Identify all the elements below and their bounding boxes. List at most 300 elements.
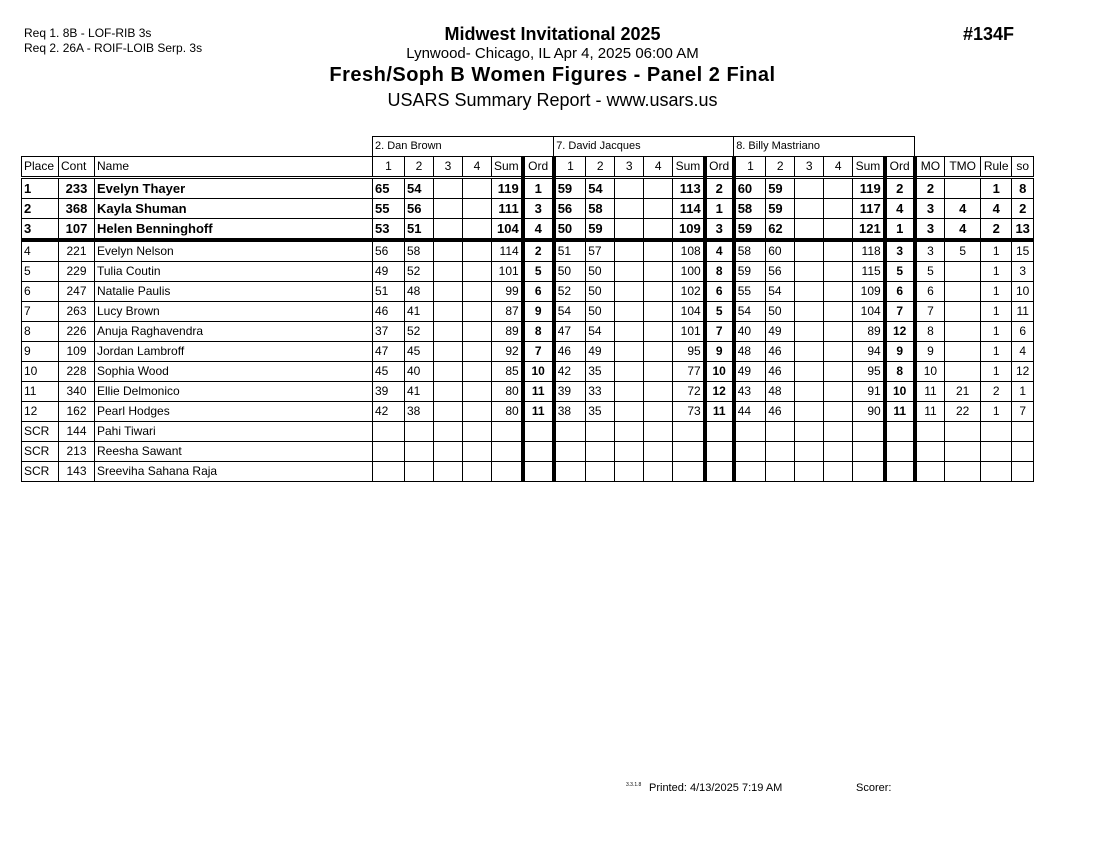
judge-3-score-3 [795,178,824,199]
judge-2-score-3 [615,382,644,402]
contestant-number-cell: 226 [59,322,95,342]
judge-1-score-2: 52 [405,322,434,342]
col-header-ord: Ord [705,157,734,178]
rule-cell: 1 [981,402,1012,422]
judge-3-score-2: 59 [766,178,795,199]
judge-1-score-3 [434,322,463,342]
mo-cell: 10 [915,362,945,382]
judge-2-score-3 [615,262,644,282]
judge-1-score-3 [434,442,463,462]
col-header-sum: Sum [853,157,885,178]
judge-1-score-2: 48 [405,282,434,302]
judge-3-score-4 [824,362,853,382]
judge-3-score-2: 50 [766,302,795,322]
table-row [22,422,1034,442]
judge-1-score-3 [434,240,463,262]
judge-3-score-1: 44 [734,402,766,422]
judge-2-sum: 100 [673,262,705,282]
col-header-mo: MO [915,157,945,178]
judge-2-score-1: 50 [554,219,586,241]
contestant-number-cell: 221 [59,240,95,262]
table-row [22,178,1034,199]
judge-1-score-3 [434,199,463,219]
col-header-place: Place [22,157,59,178]
skater-name-cell: Evelyn Nelson [95,240,373,262]
judge-1-score-4 [463,322,492,342]
col-header-score-4: 4 [824,157,853,178]
judge-1-ordinal [523,442,554,462]
judge-1-score-2 [405,442,434,462]
mo-cell [915,422,945,442]
judge-3-score-1: 58 [734,240,766,262]
event-title: Fresh/Soph B Women Figures - Panel 2 Final [329,64,776,86]
judge-3-score-3 [795,240,824,262]
rule-cell: 1 [981,362,1012,382]
judge-2-score-1: 47 [554,322,586,342]
contestant-number-cell: 213 [59,442,95,462]
judge-2-ordinal: 6 [705,282,734,302]
contestant-number-cell: 162 [59,402,95,422]
table-row [22,322,1034,342]
judge-3-score-2 [766,442,795,462]
event-number: #134F [963,24,1015,44]
so-cell: 7 [1012,402,1034,422]
judge-3-score-4 [824,342,853,362]
judge-1-score-4 [463,199,492,219]
judge-2-score-4 [644,342,673,362]
place-cell: 3 [22,219,59,241]
judge-3-ordinal: 12 [885,322,915,342]
judge-2-score-3 [615,282,644,302]
judge-2-score-3 [615,178,644,199]
so-cell: 2 [1012,199,1034,219]
judge-1-score-4 [463,342,492,362]
judge-1-sum: 92 [492,342,523,362]
judge-3-score-3 [795,462,824,482]
judge-3-ordinal: 7 [885,302,915,322]
judge-1-sum [492,442,523,462]
judge-1-ordinal: 6 [523,282,554,302]
judge-1-sum: 80 [492,402,523,422]
judge-1-ordinal: 3 [523,199,554,219]
tmo-cell [945,422,981,442]
judge-3-sum: 119 [853,178,885,199]
mo-cell: 3 [915,199,945,219]
judge-1-sum [492,422,523,442]
judge-2-score-3 [615,199,644,219]
judge-2-score-2 [586,422,615,442]
place-cell: SCR [22,462,59,482]
judge-1-ordinal: 7 [523,342,554,362]
tmo-cell [945,322,981,342]
judge-2-score-2: 59 [586,219,615,241]
rule-cell [981,442,1012,462]
judge-1-ordinal: 8 [523,322,554,342]
location-date: Lynwood- Chicago, IL Apr 4, 2025 06:00 AM [406,45,699,62]
judge-1-score-1: 49 [373,262,405,282]
printed-timestamp: Printed: 4/13/2025 7:19 AM [649,782,783,794]
judge-2-score-3 [615,342,644,362]
judge-header-row [22,137,1034,157]
col-header-score-2: 2 [405,157,434,178]
judge-1-score-2: 51 [405,219,434,241]
judge-3-score-4 [824,462,853,482]
judge-1-sum [492,462,523,482]
judge-2-score-1: 46 [554,342,586,362]
table-row [22,462,1034,482]
skater-name-cell: Reesha Sawant [95,442,373,462]
skater-name-cell: Pearl Hodges [95,402,373,422]
judge-3-sum: 115 [853,262,885,282]
judge-3-score-1: 54 [734,302,766,322]
mo-cell: 3 [915,240,945,262]
judge-2-score-1: 54 [554,302,586,322]
judge-3-score-1 [734,462,766,482]
scorer-label: Scorer: [856,782,892,794]
results-table [21,136,1034,482]
mo-cell [915,462,945,482]
judge-3-score-1: 58 [734,199,766,219]
judge-1-sum: 99 [492,282,523,302]
judge-2-score-2: 54 [586,178,615,199]
tmo-cell: 22 [945,402,981,422]
col-header-score-3: 3 [434,157,463,178]
judge-1-score-1: 51 [373,282,405,302]
col-header-score-1: 1 [554,157,586,178]
skater-name-cell: Sophia Wood [95,362,373,382]
judge-3-score-4 [824,382,853,402]
judge-1-score-1: 42 [373,402,405,422]
judge-3-ordinal: 2 [885,178,915,199]
judge-3-sum: 104 [853,302,885,322]
rule-cell: 1 [981,262,1012,282]
mo-cell: 9 [915,342,945,362]
judge-3-ordinal: 6 [885,282,915,302]
judge-2-score-4 [644,382,673,402]
judge-2-score-3 [615,322,644,342]
judge-2-score-2: 57 [586,240,615,262]
col-header-ord: Ord [885,157,915,178]
judge-1-ordinal: 11 [523,382,554,402]
judge-3-score-1: 43 [734,382,766,402]
judge-1-name: 2. Dan Brown [373,137,554,157]
judge-1-score-3 [434,282,463,302]
tmo-cell [945,178,981,199]
judge-2-score-2: 35 [586,402,615,422]
judge-2-score-2 [586,462,615,482]
so-cell: 11 [1012,302,1034,322]
judge-3-ordinal: 9 [885,342,915,362]
skater-name-cell: Jordan Lambroff [95,342,373,362]
judge-2-sum: 113 [673,178,705,199]
skater-name-cell: Pahi Tiwari [95,422,373,442]
judge-1-ordinal: 4 [523,219,554,241]
judge-1-sum: 111 [492,199,523,219]
judge-3-score-4 [824,402,853,422]
judge-3-sum: 89 [853,322,885,342]
judge-3-ordinal [885,442,915,462]
place-cell: SCR [22,442,59,462]
judge-2-score-3 [615,240,644,262]
judge-1-score-1: 47 [373,342,405,362]
judge-3-score-4 [824,219,853,241]
judge-3-score-4 [824,442,853,462]
judge-1-score-3 [434,422,463,442]
mo-cell [915,442,945,462]
table-row [22,382,1034,402]
judge-1-score-4 [463,362,492,382]
judge-2-score-3 [615,362,644,382]
so-cell [1012,422,1034,442]
judge-1-score-4 [463,462,492,482]
judge-1-score-4 [463,442,492,462]
judge-2-sum: 73 [673,402,705,422]
judge-3-ordinal [885,422,915,442]
judge-3-ordinal: 5 [885,262,915,282]
requirement-2: Req 2. 26A - ROIF-LOIB Serp. 3s [24,41,203,55]
rule-cell: 2 [981,382,1012,402]
place-cell: 7 [22,302,59,322]
so-cell: 1 [1012,382,1034,402]
tmo-cell: 4 [945,219,981,241]
judge-2-sum: 101 [673,322,705,342]
judge-3-score-2: 54 [766,282,795,302]
rule-cell [981,462,1012,482]
judge-2-score-2: 54 [586,322,615,342]
judge-1-score-4 [463,262,492,282]
col-header-so: so [1012,157,1034,178]
place-cell: 8 [22,322,59,342]
tmo-cell: 4 [945,199,981,219]
judge-2-score-1: 38 [554,402,586,422]
judge-1-score-1 [373,462,405,482]
judge-1-ordinal [523,422,554,442]
judge-1-score-4 [463,382,492,402]
judge-1-score-3 [434,402,463,422]
judge-3-ordinal: 11 [885,402,915,422]
judge-2-ordinal [705,422,734,442]
so-cell: 6 [1012,322,1034,342]
judge-2-sum: 108 [673,240,705,262]
judge-1-ordinal: 9 [523,302,554,322]
place-cell: 1 [22,178,59,199]
col-header-sum: Sum [492,157,523,178]
so-cell: 12 [1012,362,1034,382]
judge-3-score-3 [795,199,824,219]
judge-1-score-3 [434,462,463,482]
judge-1-score-4 [463,219,492,241]
judge-2-score-1: 52 [554,282,586,302]
skater-name-cell: Ellie Delmonico [95,382,373,402]
column-header-row [22,157,1034,178]
skater-name-cell: Natalie Paulis [95,282,373,302]
col-header-sum: Sum [673,157,705,178]
judge-3-ordinal: 10 [885,382,915,402]
judge-3-score-3 [795,302,824,322]
judge-3-score-2: 60 [766,240,795,262]
judge-3-sum [853,462,885,482]
contestant-number-cell: 263 [59,302,95,322]
col-header-score-4: 4 [463,157,492,178]
judge-3-score-3 [795,362,824,382]
judge-1-score-3 [434,342,463,362]
contestant-number-cell: 109 [59,342,95,362]
judge-3-score-3 [795,442,824,462]
contestant-number-cell: 340 [59,382,95,402]
judge-1-score-4 [463,402,492,422]
judge-1-score-1 [373,422,405,442]
judge-3-ordinal: 3 [885,240,915,262]
judge-2-score-4 [644,262,673,282]
rule-cell: 2 [981,219,1012,241]
judge-2-score-2: 33 [586,382,615,402]
judge-2-score-4 [644,282,673,302]
judge-2-score-1: 51 [554,240,586,262]
competition-title: Midwest Invitational 2025 [444,24,661,44]
judge-1-sum: 85 [492,362,523,382]
col-header-score-4: 4 [644,157,673,178]
judge-2-score-4 [644,442,673,462]
judge-1-score-3 [434,219,463,241]
judge-1-score-1: 46 [373,302,405,322]
judge-1-score-1: 39 [373,382,405,402]
rule-cell: 1 [981,282,1012,302]
judge-2-sum [673,442,705,462]
judge-1-score-2: 38 [405,402,434,422]
tmo-cell [945,342,981,362]
skater-name-cell: Kayla Shuman [95,199,373,219]
judge-2-score-3 [615,302,644,322]
judge-2-score-4 [644,219,673,241]
judge-1-ordinal [523,462,554,482]
judge-1-sum: 119 [492,178,523,199]
contestant-number-cell: 144 [59,422,95,442]
judge-3-score-1 [734,422,766,442]
judge-3-score-4 [824,422,853,442]
judge-3-score-3 [795,219,824,241]
judge-2-score-2: 50 [586,262,615,282]
judge-1-score-2: 40 [405,362,434,382]
judge-3-score-2: 46 [766,402,795,422]
judge-2-score-3 [615,462,644,482]
judge-2-sum: 102 [673,282,705,302]
judge-3-score-4 [824,199,853,219]
judge-2-score-1: 42 [554,362,586,382]
judge-1-sum: 101 [492,262,523,282]
rule-cell [981,422,1012,442]
judge-2-ordinal [705,462,734,482]
mo-cell: 8 [915,322,945,342]
judge-2-score-4 [644,422,673,442]
judge-1-ordinal: 1 [523,178,554,199]
judge-2-ordinal: 1 [705,199,734,219]
place-cell: 4 [22,240,59,262]
place-cell: 9 [22,342,59,362]
judge-3-score-2: 48 [766,382,795,402]
skater-name-cell: Lucy Brown [95,302,373,322]
judge-1-score-1: 65 [373,178,405,199]
judge-3-sum: 121 [853,219,885,241]
judge-1-score-4 [463,178,492,199]
mo-cell: 3 [915,219,945,241]
judge-1-ordinal: 11 [523,402,554,422]
judge-2-score-2 [586,442,615,462]
col-header-score-2: 2 [766,157,795,178]
col-header-rule: Rule [981,157,1012,178]
judge-3-score-4 [824,282,853,302]
mo-cell: 11 [915,382,945,402]
so-cell: 15 [1012,240,1034,262]
judge-2-score-4 [644,322,673,342]
judge-1-sum: 104 [492,219,523,241]
table-row [22,442,1034,462]
rule-cell: 1 [981,302,1012,322]
judge-2-score-3 [615,422,644,442]
judge-2-score-1 [554,442,586,462]
table-row [22,262,1034,282]
judge-3-score-2: 62 [766,219,795,241]
table-row [22,240,1034,262]
judge-2-score-1 [554,422,586,442]
tmo-cell [945,462,981,482]
place-cell: 5 [22,262,59,282]
judge-1-sum: 87 [492,302,523,322]
judge-3-ordinal: 4 [885,199,915,219]
judge-2-score-1 [554,462,586,482]
judge-1-sum: 89 [492,322,523,342]
judge-2-score-4 [644,240,673,262]
judge-3-score-3 [795,342,824,362]
judge-3-score-1: 55 [734,282,766,302]
judge-2-sum: 77 [673,362,705,382]
judge-3-score-1: 60 [734,178,766,199]
judge-3-sum [853,422,885,442]
report-title: USARS Summary Report - www.usars.us [387,90,718,110]
judge-3-score-1: 40 [734,322,766,342]
tmo-cell [945,302,981,322]
judge-1-ordinal: 2 [523,240,554,262]
skater-name-cell: Helen Benninghoff [95,219,373,241]
judge-2-score-2: 58 [586,199,615,219]
judge-2-ordinal: 2 [705,178,734,199]
col-header-score-1: 1 [373,157,405,178]
judge-3-sum: 109 [853,282,885,302]
judge-2-sum [673,462,705,482]
judge-1-score-2: 45 [405,342,434,362]
judge-1-sum: 80 [492,382,523,402]
judge-3-score-3 [795,382,824,402]
judge-2-ordinal: 3 [705,219,734,241]
judge-1-score-4 [463,240,492,262]
tmo-cell [945,282,981,302]
tmo-cell: 21 [945,382,981,402]
requirement-1: Req 1. 8B - LOF-RIB 3s [24,26,152,40]
judge-3-score-2 [766,422,795,442]
judge-2-score-2: 50 [586,282,615,302]
col-header-score-3: 3 [615,157,644,178]
judge-2-ordinal: 5 [705,302,734,322]
mo-cell: 2 [915,178,945,199]
contestant-number-cell: 247 [59,282,95,302]
judge-3-score-1 [734,442,766,462]
judge-1-score-1 [373,442,405,462]
judge-1-score-3 [434,382,463,402]
judge-3-score-3 [795,322,824,342]
judge-1-score-1: 37 [373,322,405,342]
judge-3-score-2: 49 [766,322,795,342]
judge-2-name: 7. David Jacques [554,137,734,157]
judge-2-ordinal: 7 [705,322,734,342]
